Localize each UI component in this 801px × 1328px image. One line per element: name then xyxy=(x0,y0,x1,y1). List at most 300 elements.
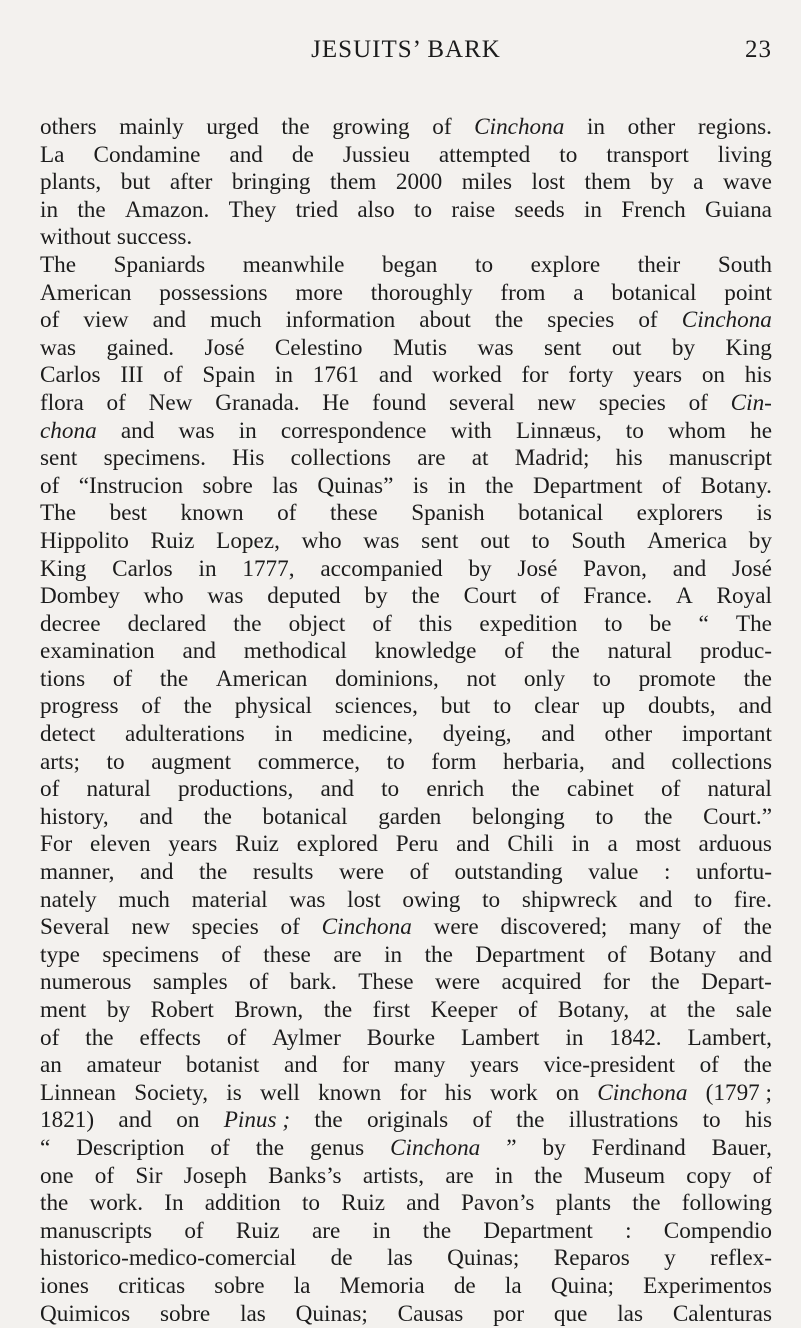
text-line xyxy=(40,887,772,915)
word: Pavon, xyxy=(583,555,647,582)
word: Ruiz xyxy=(235,831,279,858)
body-text xyxy=(40,114,772,1328)
word: The xyxy=(40,500,77,527)
word: natural xyxy=(707,776,772,803)
word: He xyxy=(322,389,350,416)
word: La xyxy=(40,141,65,168)
word: Compendio xyxy=(663,1217,772,1244)
text-line xyxy=(40,942,772,970)
word: to xyxy=(625,417,644,444)
word: his xyxy=(444,1079,472,1106)
word: of xyxy=(409,859,429,886)
word: these xyxy=(263,941,311,968)
word: dyeing, xyxy=(442,721,512,748)
word: Memoria xyxy=(339,1272,425,1299)
word: These xyxy=(358,969,414,996)
word: he xyxy=(750,417,772,444)
word: Botany. xyxy=(700,472,772,499)
word: to xyxy=(702,1107,721,1134)
word: in xyxy=(586,114,606,140)
word: reflex- xyxy=(710,1245,772,1272)
word: in xyxy=(372,1217,391,1244)
word: the xyxy=(644,803,673,830)
word: by xyxy=(364,583,388,610)
word: of xyxy=(638,307,658,334)
word: Granada. xyxy=(215,389,300,416)
text-line xyxy=(40,1163,772,1191)
word: for xyxy=(602,969,630,996)
word: raise xyxy=(451,196,496,223)
word: and xyxy=(139,859,174,886)
word: botanical xyxy=(611,279,697,306)
word: of xyxy=(94,1162,115,1189)
word: who xyxy=(143,583,184,610)
word: Madrid; xyxy=(514,445,590,472)
word: of xyxy=(106,389,126,416)
word: Causas xyxy=(397,1300,464,1327)
word: at xyxy=(649,997,667,1023)
word: to xyxy=(592,665,611,692)
word: seeds xyxy=(514,196,565,223)
text-line xyxy=(40,804,772,832)
word: began xyxy=(382,251,438,278)
word: “ xyxy=(698,610,709,637)
word: dominions, xyxy=(335,665,439,692)
word: work. xyxy=(89,1190,143,1217)
word: one xyxy=(40,1162,74,1189)
word: Bourke xyxy=(366,1024,436,1051)
word: the xyxy=(183,693,212,720)
word: his xyxy=(744,1107,772,1134)
word: José xyxy=(204,334,245,361)
word: and xyxy=(638,886,673,913)
text-line xyxy=(40,307,772,335)
word: of xyxy=(702,914,722,941)
word: them xyxy=(329,169,377,196)
word: by xyxy=(650,169,674,196)
word: de xyxy=(291,141,314,168)
page-number: 23 xyxy=(745,36,772,63)
word: New xyxy=(148,389,193,416)
word: Hippolito xyxy=(40,527,129,554)
word: Botany xyxy=(649,941,717,968)
word: artists, xyxy=(362,1162,425,1189)
word: tried xyxy=(295,196,339,223)
word: effects xyxy=(139,1024,201,1051)
word: meanwhile xyxy=(242,251,345,278)
word: Lambert, xyxy=(687,1024,772,1051)
word: about xyxy=(419,307,471,334)
word: America xyxy=(647,527,728,554)
word: were xyxy=(433,914,479,941)
word: whom xyxy=(667,417,726,444)
word: Linnean xyxy=(40,1079,116,1106)
word: Description xyxy=(76,1134,185,1161)
word: be xyxy=(649,610,672,637)
word: Royal xyxy=(716,583,772,610)
word: the xyxy=(198,859,228,886)
word: of xyxy=(184,1217,204,1244)
word: outstanding xyxy=(454,859,563,886)
text-line xyxy=(40,1080,772,1108)
word: : xyxy=(625,1217,632,1244)
word: were xyxy=(338,859,385,886)
text-line xyxy=(40,142,772,170)
word: and xyxy=(738,693,772,720)
word: Mutis xyxy=(392,334,448,361)
word: was xyxy=(178,417,215,444)
word: Cinchona xyxy=(390,1134,481,1161)
word: sale xyxy=(735,997,772,1023)
word: the xyxy=(743,914,772,941)
word: in xyxy=(274,721,293,748)
word: Reparos xyxy=(553,1245,630,1272)
word: y xyxy=(664,1245,676,1272)
word: las xyxy=(386,1245,413,1272)
word: tions xyxy=(40,665,86,692)
word: and xyxy=(283,1052,318,1079)
word: nately xyxy=(40,886,97,913)
word: of xyxy=(40,472,60,499)
word: the xyxy=(77,196,106,223)
word: por xyxy=(493,1300,525,1327)
text-line xyxy=(40,721,772,749)
text-line xyxy=(40,914,772,942)
word: : xyxy=(663,859,671,886)
word: material xyxy=(191,886,268,913)
word: doubts, xyxy=(647,693,716,720)
word: history, xyxy=(40,803,109,830)
word: also xyxy=(357,196,395,223)
word: manuscripts xyxy=(40,1217,153,1244)
word: following xyxy=(681,1190,772,1217)
word: addition xyxy=(204,1190,281,1217)
word: and xyxy=(611,748,645,775)
word: to xyxy=(386,748,405,775)
word: 1777, xyxy=(242,555,295,582)
word: vice-president xyxy=(543,1052,675,1079)
word: the xyxy=(422,1217,452,1244)
word: much xyxy=(118,886,170,913)
word: out xyxy=(611,334,642,361)
text-line xyxy=(40,611,772,639)
word: several xyxy=(448,389,515,416)
word: work xyxy=(489,1079,538,1106)
word: Quinas” xyxy=(317,472,394,499)
word: las xyxy=(272,472,298,499)
word: years xyxy=(168,831,218,858)
word: Quinas; xyxy=(447,1245,520,1272)
word: best xyxy=(109,500,147,527)
word: the xyxy=(85,1024,114,1051)
word: by xyxy=(671,334,696,361)
word: ” xyxy=(506,1134,517,1161)
word: of xyxy=(540,583,560,610)
word: after xyxy=(169,169,213,196)
word: the xyxy=(632,1190,661,1217)
word: bark. xyxy=(289,969,337,996)
word: in xyxy=(565,1024,584,1051)
word: to xyxy=(301,1190,321,1217)
word: que xyxy=(553,1300,588,1327)
word: herbaria, xyxy=(503,748,585,775)
word: sobre xyxy=(214,1272,265,1299)
word: this xyxy=(418,610,453,637)
word: in xyxy=(494,1162,513,1189)
word: Calenturas xyxy=(672,1300,772,1327)
word: found xyxy=(372,389,427,416)
word: success. xyxy=(116,224,193,251)
word: to xyxy=(694,886,713,913)
word: were xyxy=(435,969,481,996)
word: genus xyxy=(310,1134,365,1161)
word: For xyxy=(40,831,73,858)
word: the xyxy=(411,583,440,610)
word: of xyxy=(688,389,708,416)
word: José xyxy=(732,555,772,582)
word: for xyxy=(342,1052,370,1079)
text-line xyxy=(40,418,772,446)
word: South xyxy=(571,527,626,554)
word: historico-medico-comercial xyxy=(40,1245,297,1272)
word: Ruiz xyxy=(341,1190,386,1217)
word: bringing xyxy=(231,169,311,196)
word: an xyxy=(40,1052,62,1079)
word: with xyxy=(450,417,492,444)
word: to xyxy=(475,251,494,278)
word: Quina; xyxy=(550,1272,614,1299)
word: at xyxy=(471,445,489,472)
word: to xyxy=(482,886,501,913)
text-line xyxy=(40,1135,772,1163)
word: “ xyxy=(40,1134,51,1161)
word: A xyxy=(676,583,693,610)
word: They xyxy=(228,196,277,223)
word: originals xyxy=(367,1107,449,1134)
word: the xyxy=(485,472,514,499)
word: criticas xyxy=(118,1272,186,1299)
word: decree xyxy=(40,610,101,637)
word: of xyxy=(249,969,269,996)
word: Society, xyxy=(134,1079,209,1106)
text-line xyxy=(40,556,772,584)
word: sobre xyxy=(202,472,253,499)
word: Lambert xyxy=(460,1024,540,1051)
word: on xyxy=(555,1079,580,1106)
word: de xyxy=(453,1272,476,1299)
word: sobre xyxy=(160,1300,211,1327)
word: sent xyxy=(40,445,78,472)
word: for xyxy=(399,1079,427,1106)
word: Guiana xyxy=(705,196,772,223)
word: sciences, xyxy=(334,693,418,720)
word: las xyxy=(617,1300,643,1327)
word: new xyxy=(537,389,577,416)
word: are xyxy=(445,1162,474,1189)
word: shipwreck xyxy=(521,886,618,913)
word: the xyxy=(687,997,716,1023)
text-line xyxy=(40,969,772,997)
word: of xyxy=(163,362,183,389)
word: Banks’s xyxy=(268,1162,342,1189)
word: sent xyxy=(421,527,459,554)
word: transport xyxy=(606,141,689,168)
word: and xyxy=(672,555,707,582)
word: to xyxy=(604,610,623,637)
word: detect xyxy=(40,721,96,748)
word: botanical xyxy=(262,803,348,830)
word: Cinchona xyxy=(597,1079,688,1106)
word: a xyxy=(693,169,704,196)
word: Dombey xyxy=(40,583,120,610)
word: value xyxy=(588,859,639,886)
word: a xyxy=(573,279,584,306)
word: and xyxy=(120,417,155,444)
word: in xyxy=(274,362,293,389)
word: Joseph xyxy=(183,1162,247,1189)
word: is xyxy=(412,472,429,499)
word: to xyxy=(381,776,400,803)
word: the xyxy=(494,307,524,334)
word: most xyxy=(635,831,681,858)
word: his xyxy=(615,445,643,472)
word: Spanish xyxy=(411,500,485,527)
word: Department xyxy=(532,472,643,499)
word: urged xyxy=(206,114,259,140)
word: Condamine xyxy=(93,141,201,168)
word: clear xyxy=(534,693,580,720)
word: American xyxy=(215,665,308,692)
word: samples xyxy=(152,969,228,996)
word: these xyxy=(330,500,378,527)
word: the xyxy=(159,665,189,692)
word: miles xyxy=(461,169,512,196)
word: of xyxy=(432,114,452,140)
word: the xyxy=(651,969,680,996)
text-line xyxy=(40,335,772,363)
text-line xyxy=(40,224,772,252)
text-line xyxy=(40,859,772,887)
word: unfortu- xyxy=(695,859,772,886)
word: to xyxy=(493,693,512,720)
text-line xyxy=(40,1273,772,1301)
word: but xyxy=(440,693,471,720)
word: Pavon’s xyxy=(460,1190,535,1217)
word: progress xyxy=(40,693,119,720)
word: accompanied xyxy=(320,555,443,582)
word: and xyxy=(456,831,490,858)
word: Spaniards xyxy=(113,251,206,278)
word: of xyxy=(141,693,161,720)
word: of xyxy=(372,610,392,637)
word: and xyxy=(182,638,216,665)
running-head xyxy=(40,36,772,72)
word: cabinet xyxy=(566,776,634,803)
word: not xyxy=(466,665,497,692)
word: Cinchona xyxy=(474,114,565,140)
word: and xyxy=(738,941,772,968)
word: in xyxy=(40,196,59,223)
word: José xyxy=(517,555,558,582)
word: collections xyxy=(290,445,392,472)
word: and xyxy=(152,307,187,334)
word: regions. xyxy=(697,114,772,140)
word: worked xyxy=(432,362,502,389)
word: type xyxy=(40,941,80,968)
word: amateur xyxy=(86,1052,162,1079)
text-line xyxy=(40,666,772,694)
word: information xyxy=(285,307,396,334)
word: was xyxy=(207,583,244,610)
word: Chili xyxy=(507,831,554,858)
word: the xyxy=(534,1162,563,1189)
word: French xyxy=(621,196,686,223)
word: knowledge xyxy=(374,638,477,665)
word: was xyxy=(363,527,400,554)
word: was xyxy=(289,886,326,913)
word: the xyxy=(743,1052,772,1079)
word: deputed xyxy=(267,583,341,610)
word: 1842. xyxy=(609,1024,662,1051)
word: la xyxy=(293,1272,311,1299)
text-line xyxy=(40,1107,772,1135)
text-line xyxy=(40,1025,772,1053)
word: the xyxy=(40,1190,69,1217)
word: gained. xyxy=(106,334,175,361)
word: owing xyxy=(402,886,461,913)
word: and xyxy=(320,776,354,803)
text-line xyxy=(40,169,772,197)
word: American xyxy=(40,279,132,306)
word: the xyxy=(255,1134,285,1161)
word: III xyxy=(120,362,144,389)
word: King xyxy=(725,334,772,361)
word: of xyxy=(661,472,682,499)
text-line xyxy=(40,1245,772,1273)
word: Ruiz xyxy=(235,1217,280,1244)
word: a xyxy=(607,831,618,858)
word: Several xyxy=(40,914,110,941)
word: Quimicos xyxy=(40,1300,131,1327)
text-line xyxy=(40,445,772,473)
text-line xyxy=(40,1218,772,1246)
word: produc- xyxy=(699,638,772,665)
word: Depart- xyxy=(701,969,772,996)
word: chona xyxy=(40,417,97,444)
word: Jussieu xyxy=(342,141,410,168)
text-line xyxy=(40,473,772,501)
word: much xyxy=(210,307,262,334)
word: of xyxy=(699,1052,719,1079)
word: plants xyxy=(555,1190,612,1217)
running-title: JESUITS’ BARK xyxy=(311,36,501,63)
word: forty xyxy=(568,362,614,389)
word: years xyxy=(469,1052,519,1079)
word: plants, xyxy=(40,169,102,196)
word: species xyxy=(547,307,615,334)
word: without xyxy=(40,224,111,251)
word: Carlos xyxy=(112,555,173,582)
word: promote xyxy=(638,665,716,692)
text-line xyxy=(40,1052,772,1080)
word: the xyxy=(314,1107,343,1134)
word: and xyxy=(541,721,575,748)
word: to xyxy=(414,196,433,223)
text-line xyxy=(40,390,772,418)
word: thoroughly xyxy=(370,279,473,306)
text-line xyxy=(40,693,772,721)
word: is xyxy=(226,1079,242,1106)
